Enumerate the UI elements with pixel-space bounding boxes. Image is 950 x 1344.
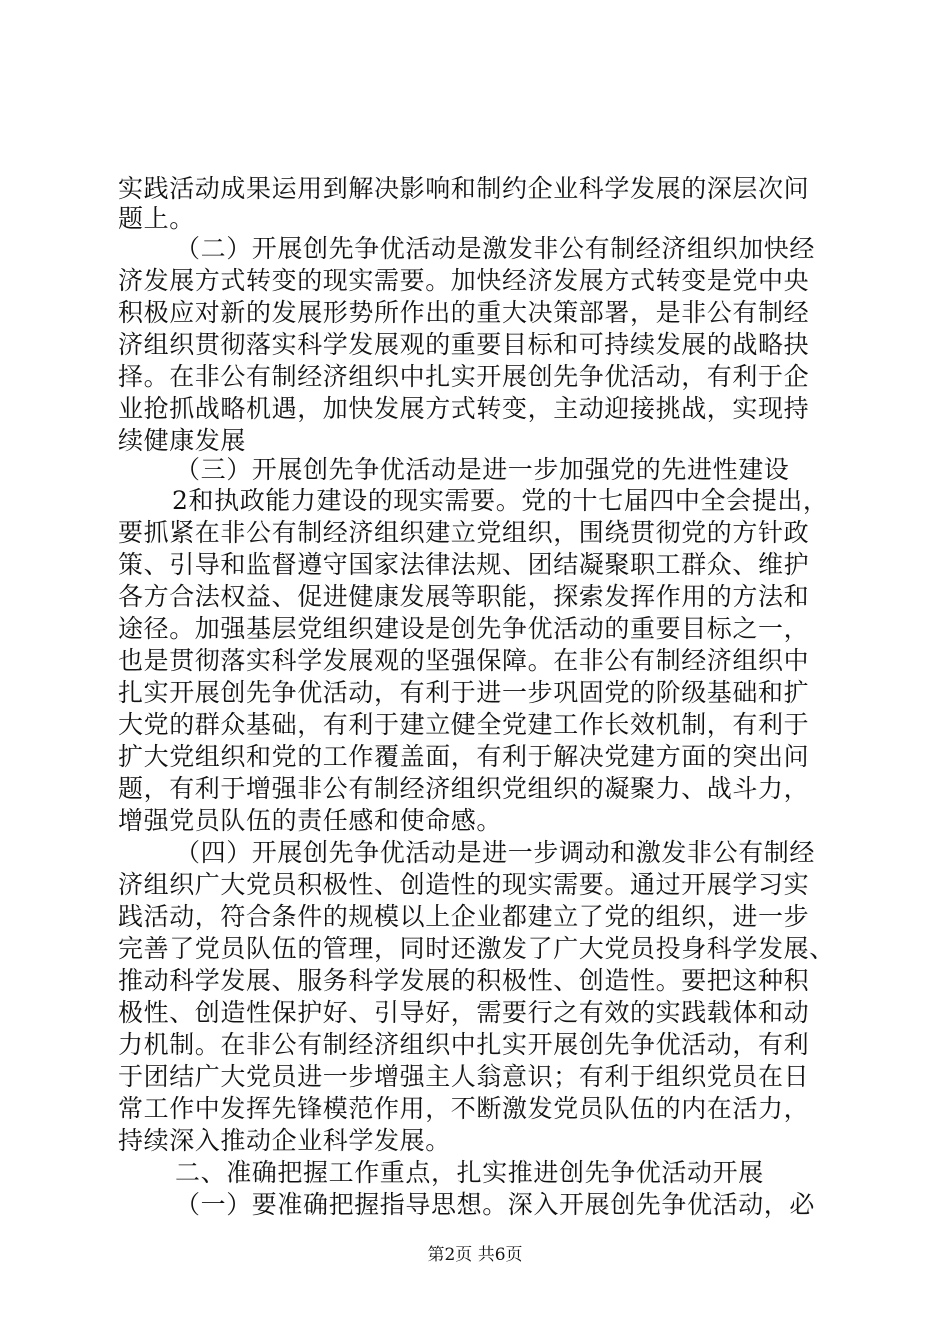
text-line: 题上。 (118, 204, 195, 233)
text-line: 业抢抓战略机遇，加快发展方式转变，主动迎接挑战，实现持 (118, 394, 810, 423)
text-line: 实践活动成果运用到解决影响和制约企业科学发展的深层次问 (118, 174, 810, 203)
text-line: 题，有利于增强非公有制经济组织党组织的凝聚力、战斗力， (118, 774, 810, 803)
section-heading: （四）开展创先争优活动是进一步调动和激发非公有制经 (175, 838, 816, 867)
text-line: 积极应对新的发展形势所作出的重大决策部署，是非公有制经 (118, 298, 810, 327)
sub-heading: （一）要准确把握指导思想。深入开展创先争优活动，必 (175, 1190, 816, 1219)
text-line: 要抓紧在非公有制经济组织建立党组织，围绕贯彻党的方针政 (118, 518, 810, 547)
page-footer: 第2页 共6页 (427, 1245, 523, 1265)
text-line: 践活动，符合条件的规模以上企业都建立了党的组织，进一步 (118, 902, 810, 931)
text-line: 择。在非公有制经济组织中扎实开展创先争优活动，有利于企 (118, 362, 810, 391)
text-line: 策、引导和监督遵守国家法律法规、团结凝聚职工群众、维护 (118, 550, 810, 579)
text-line: 极性、创造性保护好、引导好，需要行之有效的实践载体和动 (118, 998, 810, 1027)
text-line: 持续深入推动企业科学发展。 (118, 1126, 451, 1155)
text-line: 完善了党员队伍的管理，同时还激发了广大党员投身科学发展、 (118, 934, 835, 963)
text-line: 2和执政能力建设的现实需要。党的十七届四中全会提出， (172, 486, 829, 515)
section-heading: （二）开展创先争优活动是激发非公有制经济组织加快经 (175, 234, 816, 263)
section-heading: 二、准确把握工作重点，扎实推进创先争优活动开展 (175, 1158, 764, 1187)
text-line: 途径。加强基层党组织建设是创先争优活动的重要目标之一， (118, 614, 810, 643)
text-line: 续健康发展 (118, 426, 247, 455)
text-line: 扎实开展创先争优活动，有利于进一步巩固党的阶级基础和扩 (118, 678, 810, 707)
text-line: 济组织广大党员积极性、创造性的现实需要。通过开展学习实 (118, 870, 810, 899)
text-line: 大党的群众基础，有利于建立健全党建工作长效机制，有利于 (118, 710, 810, 739)
text-line: 力机制。在非公有制经济组织中扎实开展创先争优活动，有利 (118, 1030, 810, 1059)
text-line: 各方合法权益、促进健康发展等职能，探索发挥作用的方法和 (118, 582, 810, 611)
text-line: 增强党员队伍的责任感和使命感。 (118, 806, 503, 835)
text-line: 济发展方式转变的现实需要。加快经济发展方式转变是党中央 (118, 266, 810, 295)
text-line: 推动科学发展、服务科学发展的积极性、创造性。要把这种积 (118, 966, 810, 995)
text-line: 常工作中发挥先锋模范作用，不断激发党员队伍的内在活力， (118, 1094, 810, 1123)
section-heading: （三）开展创先争优活动是进一步加强党的先进性建设 (175, 455, 790, 484)
text-line: 也是贯彻落实科学发展观的坚强保障。在非公有制经济组织中 (118, 646, 810, 675)
text-line: 于团结广大党员进一步增强主人翁意识；有利于组织党员在日 (118, 1062, 810, 1091)
text-line: 扩大党组织和党的工作覆盖面，有利于解决党建方面的突出问 (118, 742, 810, 771)
text-line: 济组织贯彻落实科学发展观的重要目标和可持续发展的战略抉 (118, 330, 810, 359)
